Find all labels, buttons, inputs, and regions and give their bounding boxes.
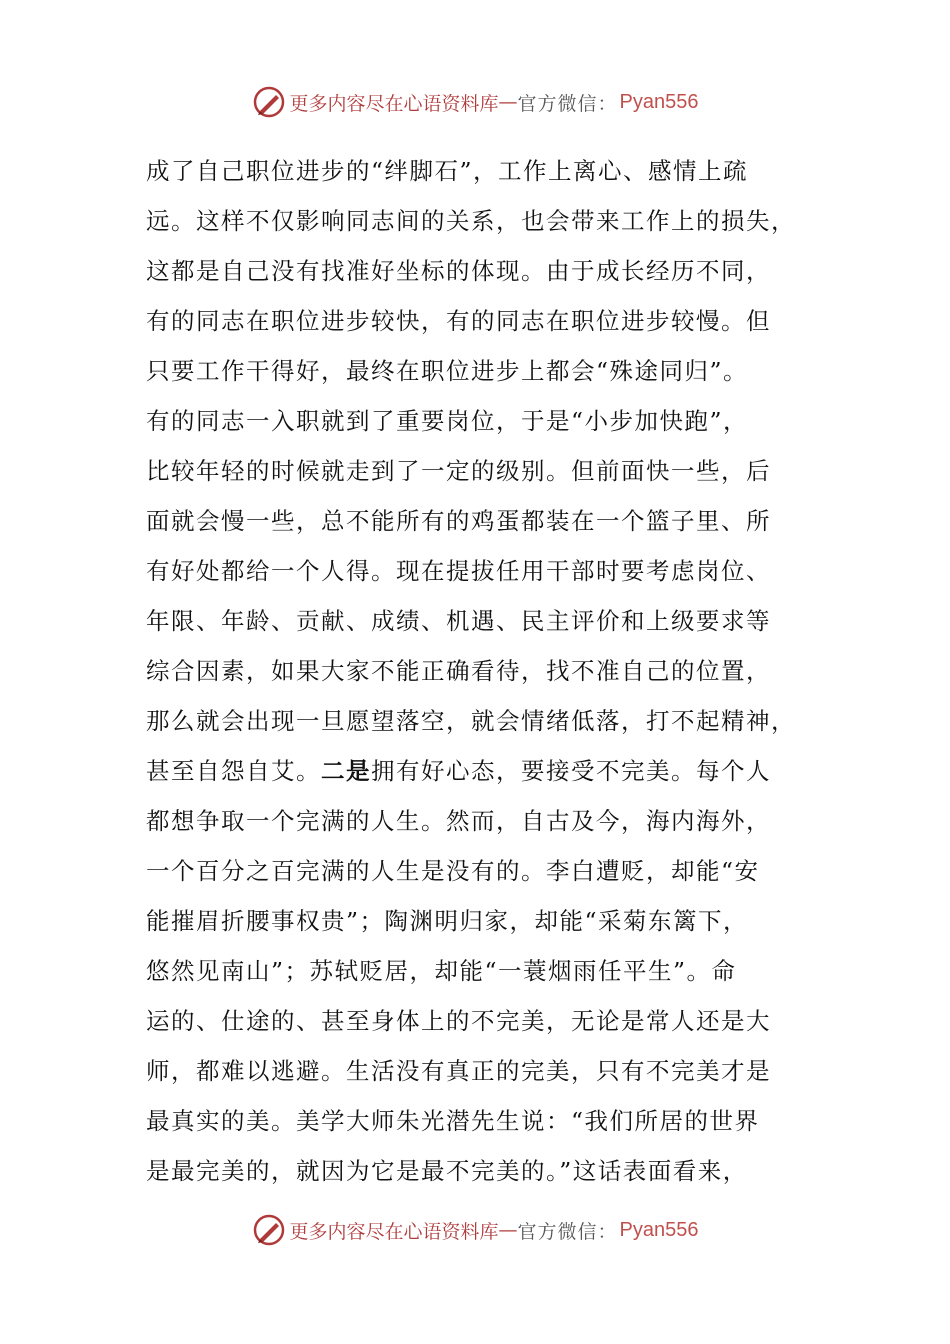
header-wechat-label: 官方微信： xyxy=(517,92,618,115)
body-line-with-bold xyxy=(146,746,806,796)
pen-logo-icon xyxy=(252,1213,286,1247)
body-line: 有的同志一入职就到了重要岗位，于是“小步加快跑”， xyxy=(146,407,749,435)
body-line: 面就会慢一些，总不能所有的鸡蛋都装在一个篮子里、所 xyxy=(146,507,771,535)
body-text: 甚至自怨自艾。 xyxy=(146,757,321,785)
footer-dash: — xyxy=(498,1219,518,1241)
body-line: 师，都难以逃避。生活没有真正的完美，只有不完美才是 xyxy=(146,1057,771,1085)
bold-marker: 二是 xyxy=(321,757,371,785)
footer-wechat-id: Pyan556 xyxy=(619,1218,699,1241)
body-line: 比较年轻的时候就走到了一定的级别。但前面快一些，后 xyxy=(146,457,771,485)
body-line: 只要工作干得好，最终在职位进步上都会“殊途同归”。 xyxy=(146,357,749,385)
body-line: 综合因素，如果大家不能正确看待，找不准自己的位置， xyxy=(146,657,771,685)
body-line: 一个百分之百完满的人生是没有的。李白遭贬，却能“安 xyxy=(146,857,760,885)
header-dash: — xyxy=(498,91,518,113)
body-line: 成了自己职位进步的“绊脚石”，工作上离心、感情上疏 xyxy=(146,157,749,185)
body-line: 都想争取一个完满的人生。然而，自古及今，海内海外， xyxy=(146,807,771,835)
body-line: 有的同志在职位进步较快，有的同志在职位进步较慢。但 xyxy=(146,307,771,335)
body-line: 远。这样不仅影响同志间的关系，也会带来工作上的损失， xyxy=(146,207,796,235)
body-line: 运的、仕途的、甚至身体上的不完美，无论是常人还是大 xyxy=(146,1007,771,1035)
body-line: 悠然见南山”；苏轼贬居，却能“一蓑烟雨任平生”。命 xyxy=(146,957,737,985)
header-wechat-id: Pyan556 xyxy=(619,90,699,113)
document-body xyxy=(146,146,806,1196)
body-line: 年限、年龄、贡献、成绩、机遇、民主评价和上级要求等 xyxy=(146,607,771,635)
body-text: 拥有好心态，要接受不完美。每个人 xyxy=(371,757,771,785)
footer-brand-text: 更多内容尽在心语资料库 xyxy=(289,1220,499,1243)
footer-banner xyxy=(0,1210,950,1250)
body-line: 能摧眉折腰事权贵”；陶渊明归家，却能“采菊东篱下， xyxy=(146,907,749,935)
body-line: 有好处都给一个人得。现在提拔任用干部时要考虑岗位、 xyxy=(146,557,771,585)
body-line: 那么就会出现一旦愿望落空，就会情绪低落，打不起精神， xyxy=(146,707,796,735)
header-banner xyxy=(0,82,950,122)
footer-wechat-label: 官方微信： xyxy=(517,1220,618,1243)
header-brand-text: 更多内容尽在心语资料库 xyxy=(289,92,499,115)
body-line: 这都是自己没有找准好坐标的体现。由于成长经历不同， xyxy=(146,257,771,285)
pen-logo-icon xyxy=(252,85,286,119)
body-line: 是最完美的，就因为它是最不完美的。”这话表面看来， xyxy=(146,1157,748,1185)
body-line: 最真实的美。美学大师朱光潜先生说：“我们所居的世界 xyxy=(146,1107,760,1135)
